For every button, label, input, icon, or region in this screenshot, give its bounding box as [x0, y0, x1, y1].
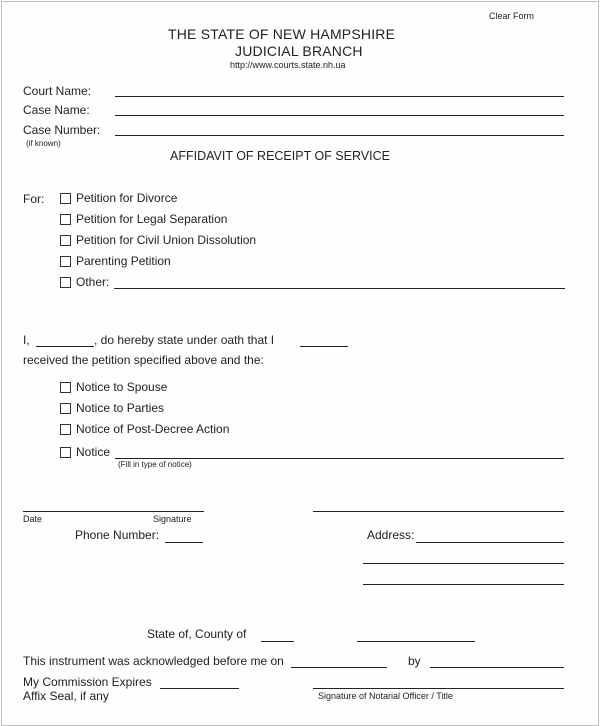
- phone-input[interactable]: [165, 542, 203, 543]
- acknowledged-by-input[interactable]: [430, 667, 564, 668]
- county-input[interactable]: [261, 641, 294, 642]
- petition-divorce-checkbox[interactable]: [60, 193, 71, 204]
- name-input[interactable]: [36, 346, 94, 347]
- notice-other-checkbox[interactable]: [60, 447, 71, 458]
- address-line-1[interactable]: [416, 542, 564, 543]
- by-label: by: [408, 654, 421, 668]
- notary-signature-label: Signature of Notarial Officer / Title: [318, 691, 453, 701]
- court-name-input[interactable]: [115, 96, 564, 97]
- notice-spouse-label: Notice to Spouse: [76, 380, 168, 394]
- notary-signature-input[interactable]: [313, 688, 564, 689]
- affix-seal-label: Affix Seal, if any: [23, 689, 109, 703]
- acknowledged-label: This instrument was acknowledged before me on: [23, 654, 284, 668]
- signature-label: Signature: [153, 514, 192, 524]
- oath-hereby-label: , do hereby state under oath that I: [94, 333, 275, 347]
- other-label: Other:: [76, 275, 110, 289]
- case-number-input[interactable]: [115, 135, 564, 136]
- commission-label: My Commission Expires: [23, 675, 152, 689]
- court-name-label: Court Name:: [23, 84, 92, 98]
- other-checkbox[interactable]: [60, 277, 71, 288]
- date-label: Date: [23, 514, 43, 524]
- clear-form-button[interactable]: Clear Form: [489, 11, 535, 21]
- case-name-label: Case Name:: [23, 103, 90, 117]
- phone-label: Phone Number:: [75, 528, 160, 542]
- case-name-input[interactable]: [115, 115, 564, 116]
- state-title: THE STATE OF NEW HAMPSHIRE: [168, 26, 396, 42]
- notice-type-input[interactable]: [115, 458, 564, 459]
- notice-post-decree-checkbox[interactable]: [60, 424, 71, 435]
- parenting-petition-label: Parenting Petition: [76, 254, 171, 268]
- legal-separation-checkbox[interactable]: [60, 214, 71, 225]
- oath-i-label: I,: [23, 333, 30, 347]
- petition-divorce-label: Petition for Divorce: [76, 191, 178, 205]
- date-signature-input[interactable]: [23, 511, 204, 512]
- oath-received-label: received the petition specified above and the:: [23, 353, 264, 367]
- state-county-right-input[interactable]: [357, 641, 475, 642]
- branch-title: JUDICIAL BRANCH: [235, 43, 363, 59]
- form-page: [1, 1, 599, 726]
- court-url: http://www.courts.state.nh.ua: [230, 60, 346, 70]
- notice-parties-label: Notice to Parties: [76, 401, 165, 415]
- notice-spouse-checkbox[interactable]: [60, 382, 71, 393]
- oath-extra-input[interactable]: [300, 346, 348, 347]
- fill-in-note: (Fill in type of notice): [118, 460, 192, 469]
- address-line-2[interactable]: [363, 563, 564, 564]
- if-known-note: (if known): [26, 139, 61, 148]
- other-input[interactable]: [114, 288, 565, 289]
- civil-union-checkbox[interactable]: [60, 235, 71, 246]
- address-line-3[interactable]: [363, 584, 564, 585]
- case-number-label: Case Number:: [23, 123, 101, 137]
- parenting-petition-checkbox[interactable]: [60, 256, 71, 267]
- address-label: Address:: [367, 528, 415, 542]
- notice-parties-checkbox[interactable]: [60, 403, 71, 414]
- civil-union-label: Petition for Civil Union Dissolution: [76, 233, 257, 247]
- for-label: For:: [23, 192, 45, 206]
- notice-other-label: Notice: [76, 445, 111, 459]
- signature-right-input[interactable]: [313, 511, 564, 512]
- notice-post-decree-label: Notice of Post-Decree Action: [76, 422, 230, 436]
- form-title: AFFIDAVIT OF RECEIPT OF SERVICE: [170, 149, 390, 163]
- state-county-label: State of, County of: [147, 627, 247, 641]
- legal-separation-label: Petition for Legal Separation: [76, 212, 228, 226]
- acknowledged-date-input[interactable]: [291, 667, 387, 668]
- commission-input[interactable]: [160, 688, 239, 689]
